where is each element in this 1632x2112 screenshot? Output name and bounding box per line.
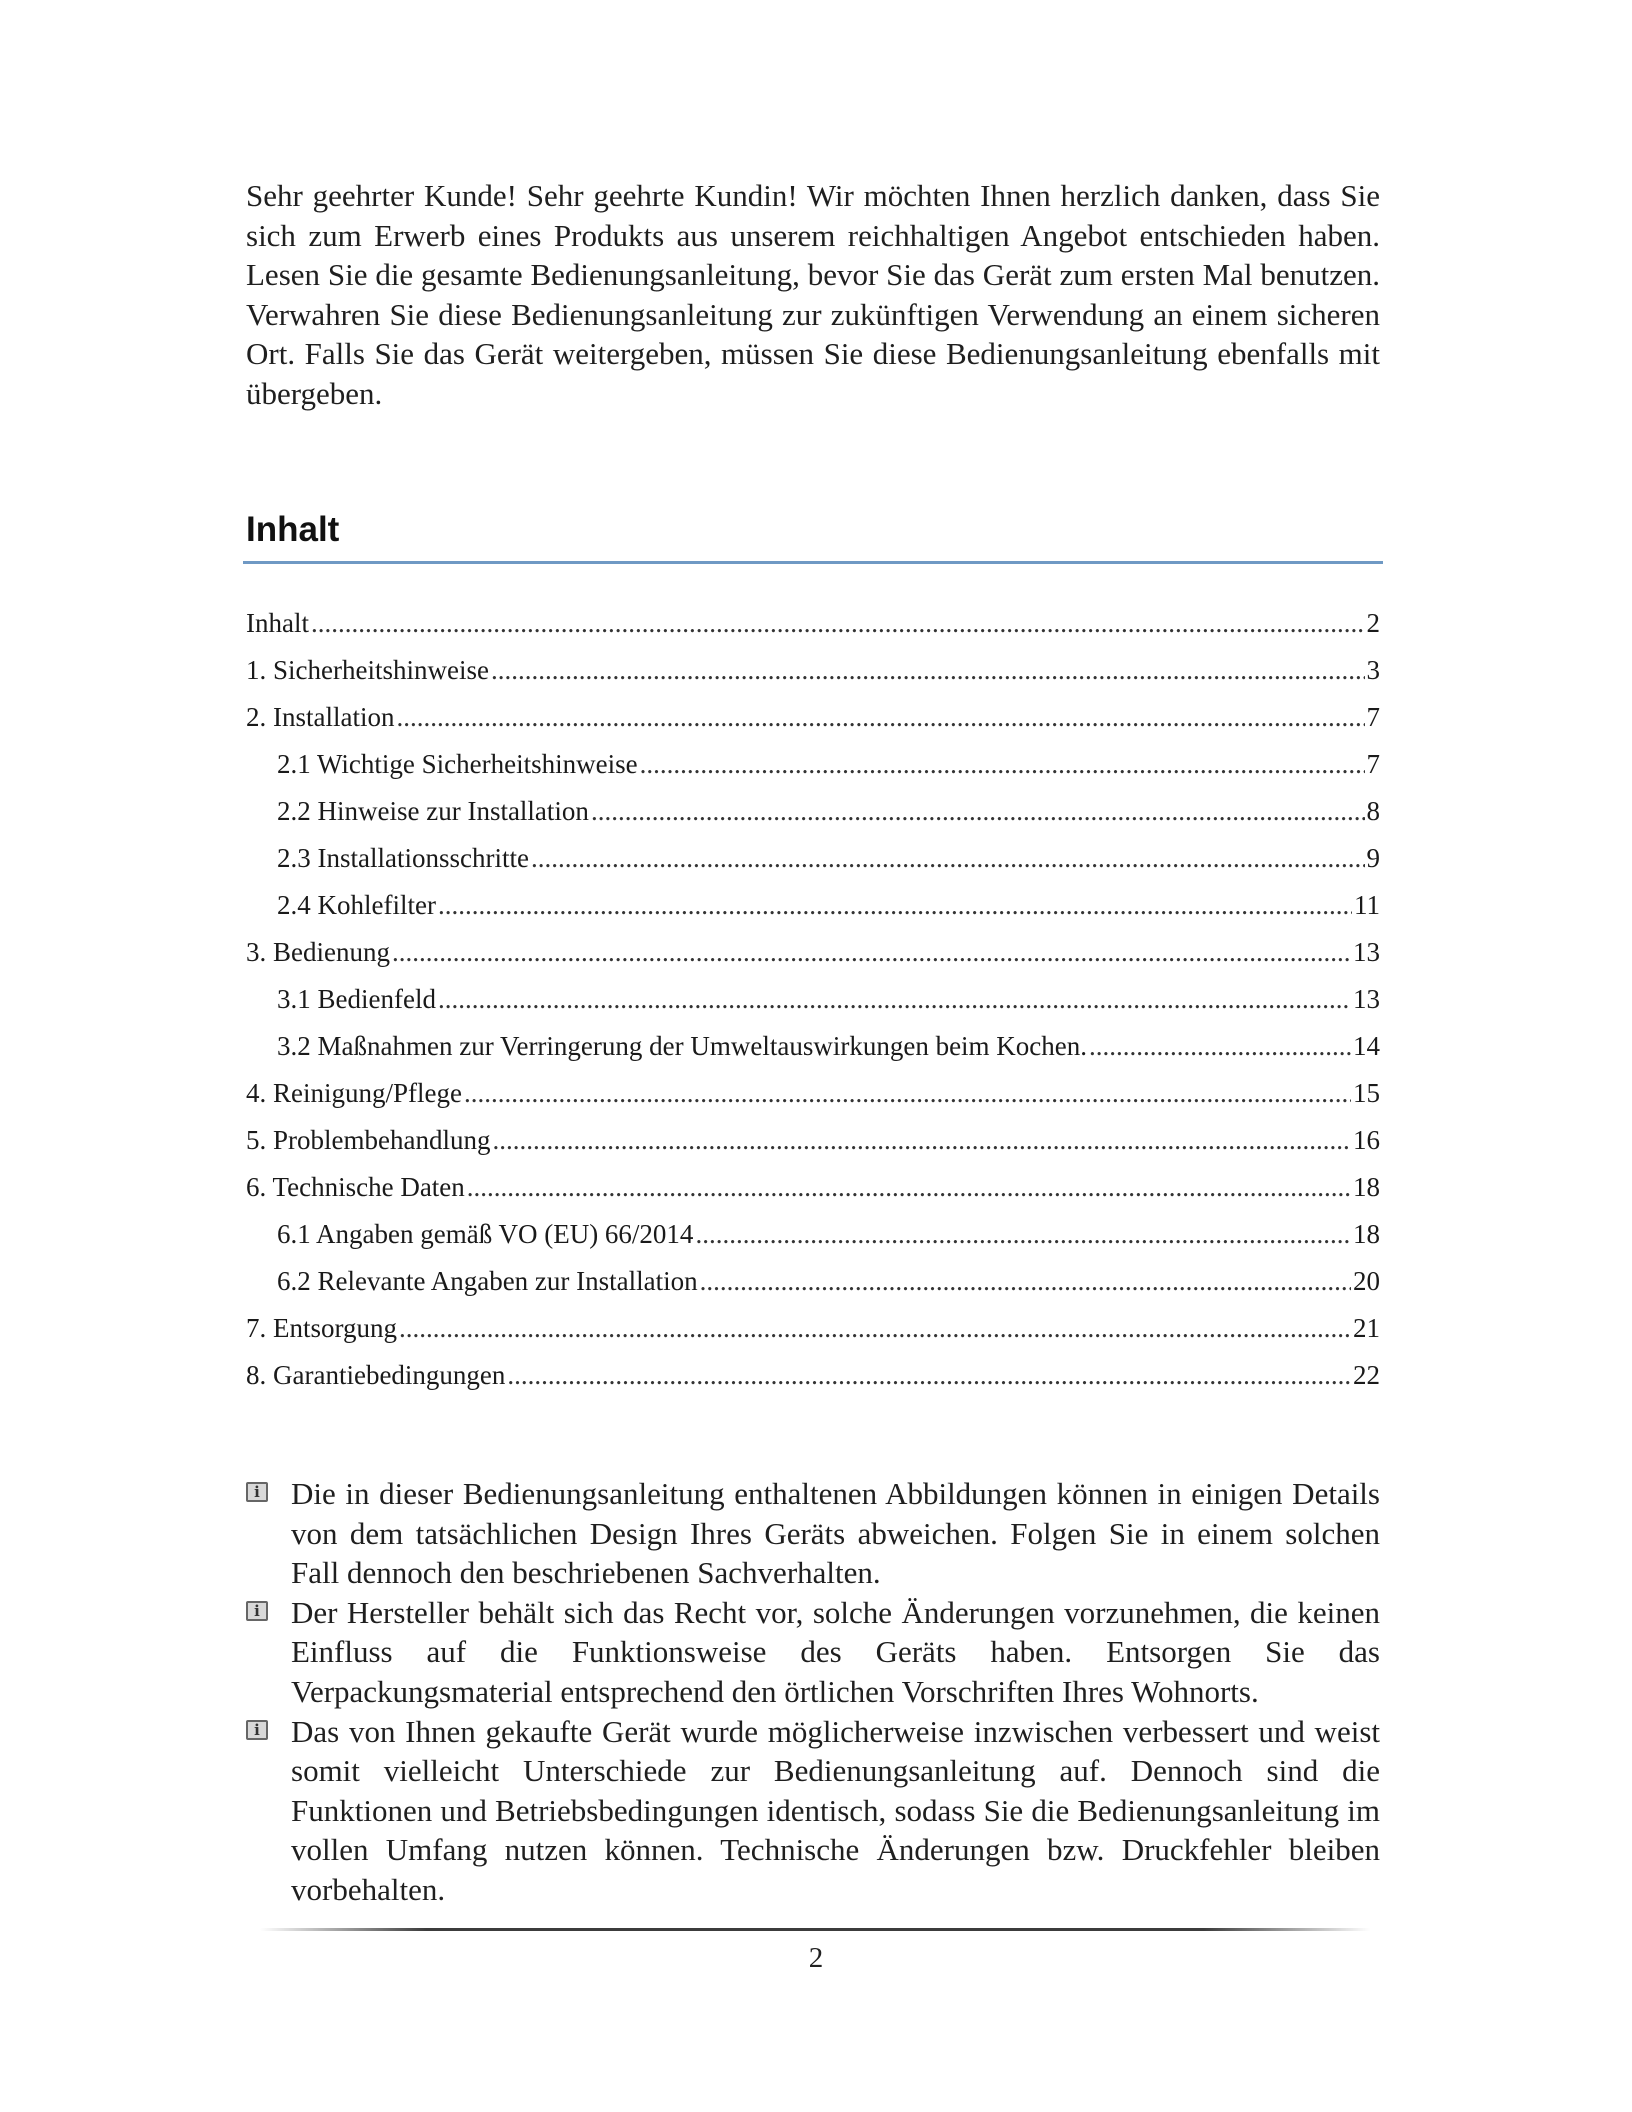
toc-subentry[interactable] [246,835,1380,882]
toc-entry[interactable] [246,929,1380,976]
info-note [246,1474,1380,1593]
toc-entry[interactable] [246,647,1380,694]
info-note [246,1712,1380,1910]
toc-entry-page: 7 [1366,749,1380,779]
toc-entry-page: 9 [1366,843,1380,873]
toc-entry-title: 3. Bedienung [246,937,390,967]
toc-entry-page: 16 [1353,1125,1380,1155]
intro-paragraph: Sehr geehrter Kunde! Sehr geehrte Kundin! Wir möchten Ihnen herzlich danken, dass Sie sich zum Erwerb eines Produkts aus unserem reichhaltigen Angebot entschieden haben. Lesen Sie die gesamte Bedienungsanleitung, bevor Sie das Gerät zum ersten Mal benutzen. Verwahren Sie diese Bedienungsanleitung zur zukünftigen Verwendung an einem sicheren Ort. Falls Sie das Gerät weitergeben, müssen Sie diese Bedienungsanleitung ebenfalls mit übergeben. [246,178,1380,411]
toc-leader-dots [392,929,1351,976]
toc-entry-page: 15 [1353,1078,1380,1108]
toc-entry[interactable] [246,600,1380,647]
toc-entry-title: 8. Garantiebedingungen [246,1360,506,1390]
toc-subentry[interactable] [246,788,1380,835]
toc-subentry[interactable] [246,1258,1380,1305]
toc-leader-dots [700,1258,1351,1305]
toc-leader-dots [591,788,1365,835]
toc-leader-dots [492,1117,1351,1164]
toc-entry-page: 3 [1366,655,1380,685]
toc-leader-dots [438,976,1351,1023]
toc-entry-title: Inhalt [246,608,309,638]
toc-leader-dots [438,882,1352,929]
toc-entry-page: 14 [1353,1031,1380,1061]
toc-entry-title: 2. Installation [246,702,395,732]
toc-entry-title: 3.2 Maßnahmen zur Verringerung der Umweltauswirkungen beim Kochen. [277,1031,1088,1061]
toc-entry-page: 18 [1353,1219,1380,1249]
toc-subentry[interactable] [246,882,1380,929]
toc-heading: Inhalt [246,510,340,549]
toc-entry-page: 11 [1354,890,1380,920]
info-note-text: Das von Ihnen gekaufte Gerät wurde möglicherweise inzwischen verbessert und weist somit vielleicht Unterschiede zur Bedienungsanleitung auf. Dennoch sind die Funktionen und Betriebsbedingungen identisch, sodass Sie die Bedienungsanleitung im vollen Umfang nutzen können. Technische Änderungen bzw. Druckfehler bleiben vorbehalten. [291,1713,1380,1907]
info-icon: i [246,1482,268,1502]
toc-leader-dots [396,694,1364,741]
footer-rule [260,1928,1370,1931]
toc-entry-page: 18 [1353,1172,1380,1202]
table-of-contents [246,600,1380,1399]
toc-leader-dots [467,1164,1351,1211]
toc-entry-page: 13 [1353,984,1380,1014]
toc-entry-page: 13 [1353,937,1380,967]
toc-subentry[interactable] [246,741,1380,788]
toc-entry[interactable] [246,1352,1380,1399]
toc-entry-page: 8 [1366,796,1380,826]
info-icon: i [246,1601,268,1621]
toc-entry[interactable] [246,694,1380,741]
toc-heading-rule [243,561,1383,564]
toc-entry-page: 2 [1366,608,1380,638]
toc-entry-page: 20 [1353,1266,1380,1296]
toc-entry-page: 22 [1353,1360,1380,1390]
toc-entry-title: 1. Sicherheitshinweise [246,655,489,685]
toc-entry-title: 2.2 Hinweise zur Installation [277,796,589,826]
toc-entry-title: 2.4 Kohlefilter [277,890,436,920]
info-note [246,1593,1380,1712]
toc-leader-dots [640,741,1365,788]
toc-subentry[interactable] [246,1211,1380,1258]
info-note-text: Die in dieser Bedienungsanleitung enthaltenen Abbildungen können in einigen Details von dem tatsächlichen Design Ihres Geräts abweichen. Folgen Sie in einem solchen Fall dennoch den beschriebenen Sachverhalten. [291,1476,1380,1591]
toc-entry-page: 21 [1353,1313,1380,1343]
info-icon: i [246,1720,268,1740]
toc-subentry[interactable] [246,976,1380,1023]
toc-entry-title: 2.3 Installationsschritte [277,843,529,873]
toc-entry[interactable] [246,1305,1380,1352]
toc-subentry[interactable] [246,1023,1380,1070]
toc-entry-title: 4. Reinigung/Pflege [246,1078,462,1108]
toc-entry-title: 5. Problembehandlung [246,1125,491,1155]
toc-entry-title: 6.2 Relevante Angaben zur Installation [277,1266,698,1296]
toc-leader-dots [311,600,1365,647]
toc-leader-dots [464,1070,1351,1117]
toc-entry[interactable] [246,1070,1380,1117]
toc-entry[interactable] [246,1117,1380,1164]
page-number: 2 [808,1942,824,1974]
info-notes [246,1474,1380,1910]
toc-entry-title: 6. Technische Daten [246,1172,465,1202]
toc-entry-title: 3.1 Bedienfeld [277,984,436,1014]
toc-entry[interactable] [246,1164,1380,1211]
info-note-text: Der Hersteller behält sich das Recht vor, solche Änderungen vorzunehmen, die keinen Einfluss auf die Funktionsweise des Geräts haben. Entsorgen Sie das Verpackungsmaterial entsprechend den örtlichen Vorschriften Ihres Wohnorts. [291,1594,1380,1709]
toc-entry-page: 7 [1366,702,1380,732]
toc-leader-dots [507,1352,1351,1399]
toc-leader-dots [399,1305,1351,1352]
toc-leader-dots [491,647,1365,694]
toc-leader-dots [695,1211,1351,1258]
toc-entry-title: 7. Entsorgung [246,1313,398,1343]
toc-entry-title: 2.1 Wichtige Sicherheitshinweise [277,749,638,779]
toc-entry-title: 6.1 Angaben gemäß VO (EU) 66/2014 [277,1219,694,1249]
toc-leader-dots [531,835,1365,882]
toc-leader-dots [1089,1023,1351,1070]
